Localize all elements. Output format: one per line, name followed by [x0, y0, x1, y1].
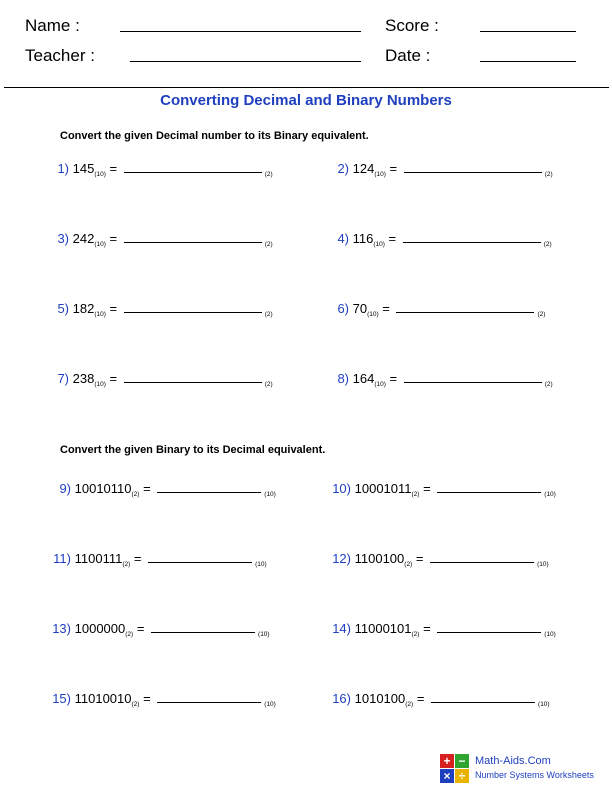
problem-number: 4)	[337, 231, 349, 246]
problem-item: 11) $1100111_{(2)} = _{(10)}$	[45, 551, 267, 568]
problem-value: 164	[352, 371, 375, 386]
problem-number: 16)	[332, 691, 351, 706]
target-base: (2)	[543, 241, 552, 248]
source-base: (10)	[94, 241, 106, 248]
problem-number: 15)	[52, 691, 71, 706]
problem-value: 242	[72, 231, 95, 246]
problem-value: 10001011	[354, 481, 412, 496]
problem-item: 7) $238_{(10)} = _{(2)}$	[52, 371, 273, 388]
problem-value: 1100111	[74, 551, 123, 566]
problem-item: 3) $242_{(10)} = _{(2)}$	[52, 231, 273, 248]
problem-number: 3)	[57, 231, 69, 246]
problem-item: 12) $1100100_{(2)} = _{(10)}$	[325, 551, 549, 568]
date-field[interactable]	[480, 61, 576, 62]
logo-site-name: Math-Aids.Com	[475, 755, 551, 767]
target-base: (2)	[264, 171, 273, 178]
section2-instruction: Convert the given Binary to its Decimal equivalent.	[60, 444, 326, 456]
problem-item: 8) $164_{(10)} = _{(2)}$	[332, 371, 553, 388]
target-base: (10)	[255, 561, 267, 568]
problem-value: 1100100	[354, 551, 405, 566]
problem-number: 7)	[57, 371, 69, 386]
source-base: (10)	[367, 311, 379, 318]
answer-blank[interactable]	[157, 482, 261, 493]
problem-value: 1000000	[74, 621, 126, 636]
source-base: (2)	[131, 491, 140, 498]
target-base: (10)	[537, 561, 549, 568]
problem-value: 1010100	[354, 691, 406, 706]
problem-item: 2) $124_{(10)} = _{(2)}$	[332, 161, 553, 178]
source-base: (2)	[404, 561, 413, 568]
problem-number: 8)	[337, 371, 349, 386]
problem-value: 238	[72, 371, 95, 386]
target-base: (10)	[544, 631, 556, 638]
problem-number: 9)	[59, 481, 71, 496]
target-base: (10)	[544, 491, 556, 498]
problem-number: 2)	[337, 161, 349, 176]
problem-value: 10010110	[74, 481, 132, 496]
answer-blank[interactable]	[437, 482, 541, 493]
score-field[interactable]	[480, 31, 576, 32]
source-base: (10)	[94, 311, 106, 318]
answer-blank[interactable]	[437, 622, 541, 633]
teacher-field[interactable]	[130, 61, 361, 62]
answer-blank[interactable]	[396, 302, 534, 313]
target-base: (10)	[264, 491, 276, 498]
problem-number: 1)	[57, 161, 69, 176]
answer-blank[interactable]	[124, 232, 262, 243]
logo-subtitle: Number Systems Worksheets	[475, 770, 594, 780]
worksheet-title: Converting Decimal and Binary Numbers	[160, 92, 452, 109]
answer-blank[interactable]	[431, 692, 535, 703]
header-divider	[4, 87, 609, 88]
name-field[interactable]	[120, 31, 361, 32]
source-base: (2)	[125, 631, 134, 638]
answer-blank[interactable]	[148, 552, 252, 563]
answer-blank[interactable]	[157, 692, 261, 703]
name-label: Name :	[25, 16, 80, 35]
problem-value: 116	[352, 231, 374, 246]
target-base: (10)	[258, 631, 270, 638]
problem-item: 9) $10010110_{(2)} = _{(10)}$	[45, 481, 276, 498]
source-base: (2)	[122, 561, 131, 568]
problem-value: 11000101	[354, 621, 412, 636]
problem-number: 6)	[337, 301, 349, 316]
problem-number: 14)	[332, 621, 351, 636]
problem-item: 16) $1010100_{(2)} = _{(10)}$	[325, 691, 550, 708]
source-base: (10)	[94, 171, 106, 178]
source-base: (10)	[374, 381, 386, 388]
problem-item: 1) $145_{(10)} = _{(2)}$	[52, 161, 273, 178]
problem-number: 10)	[332, 481, 351, 496]
answer-blank[interactable]	[404, 372, 542, 383]
problem-item: 15) $11010010_{(2)} = _{(10)}$	[45, 691, 276, 708]
section1-instruction: Convert the given Decimal number to its Binary equivalent.	[60, 130, 369, 142]
problem-item: 14) $11000101_{(2)} = _{(10)}$	[325, 621, 556, 638]
source-base: (10)	[94, 381, 106, 388]
answer-blank[interactable]	[124, 372, 262, 383]
source-base: (2)	[131, 701, 140, 708]
problem-value: 124	[352, 161, 375, 176]
answer-blank[interactable]	[430, 552, 534, 563]
answer-blank[interactable]	[404, 162, 542, 173]
answer-blank[interactable]	[151, 622, 255, 633]
source-base: (2)	[411, 491, 420, 498]
target-base: (2)	[537, 311, 546, 318]
divide-icon: ÷	[455, 769, 469, 783]
problem-item: 13) $1000000_{(2)} = _{(10)}$	[45, 621, 270, 638]
target-base: (10)	[538, 701, 550, 708]
source-base: (2)	[405, 701, 414, 708]
source-base: (10)	[373, 241, 385, 248]
target-base: (2)	[264, 241, 273, 248]
target-base: (2)	[544, 171, 553, 178]
source-base: (10)	[374, 171, 386, 178]
problem-value: 145	[72, 161, 95, 176]
minus-icon: −	[455, 754, 469, 768]
target-base: (10)	[264, 701, 276, 708]
answer-blank[interactable]	[124, 162, 262, 173]
problem-item: 5) $182_{(10)} = _{(2)}$	[52, 301, 273, 318]
teacher-label: Teacher :	[25, 46, 95, 65]
target-base: (2)	[264, 311, 273, 318]
date-label: Date :	[385, 46, 431, 65]
times-icon: ×	[440, 769, 454, 783]
calculator-operators-icon	[440, 754, 470, 784]
problem-item: 6) $70_{(10)} = _{(2)}$	[332, 301, 545, 318]
plus-icon: +	[440, 754, 454, 768]
problem-value: 11010010	[74, 691, 132, 706]
answer-blank[interactable]	[124, 302, 262, 313]
target-base: (2)	[544, 381, 553, 388]
problem-value: 70	[352, 301, 368, 316]
problem-number: 5)	[57, 301, 69, 316]
source-base: (2)	[411, 631, 420, 638]
score-label: Score :	[385, 16, 439, 35]
problem-number: 12)	[332, 551, 351, 566]
problem-item: 10) $10001011_{(2)} = _{(10)}$	[325, 481, 556, 498]
answer-blank[interactable]	[403, 232, 541, 243]
problem-value: 182	[72, 301, 95, 316]
problem-number: 11)	[53, 551, 71, 566]
target-base: (2)	[264, 381, 273, 388]
problem-number: 13)	[52, 621, 71, 636]
problem-item: 4) $116_{(10)} = _{(2)}$	[332, 231, 552, 248]
